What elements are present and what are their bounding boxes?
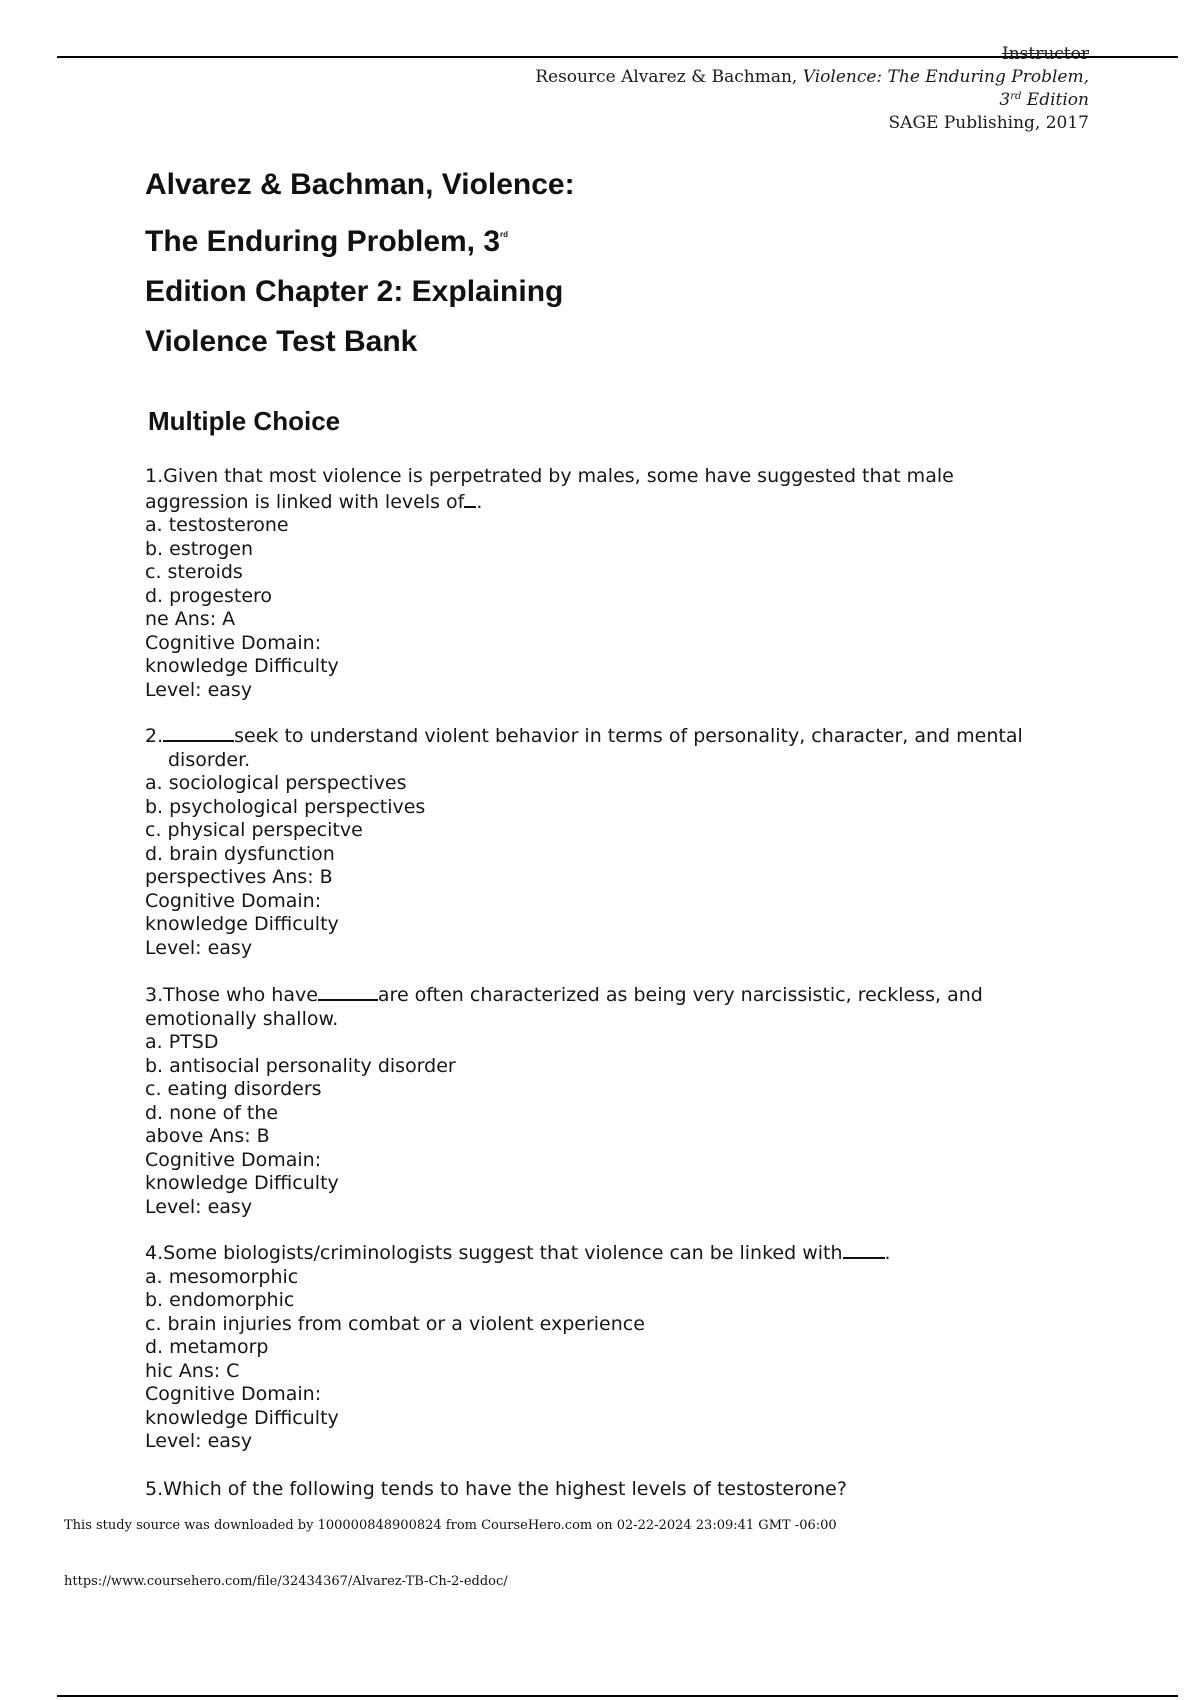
option-c: c. steroids bbox=[145, 561, 243, 583]
meta-line: Cognitive Domain: bbox=[145, 889, 322, 912]
option-c: c. eating disorders bbox=[145, 1078, 322, 1100]
meta-line: Level: easy bbox=[145, 678, 253, 701]
header-edition-line bbox=[535, 89, 1089, 112]
header-resource-line bbox=[535, 66, 1089, 89]
answer-line: above Ans: B bbox=[145, 1125, 270, 1147]
question-stem bbox=[145, 723, 1105, 749]
title-line-2 bbox=[145, 210, 575, 267]
title-line-3: Edition Chapter 2: Explaining bbox=[145, 275, 564, 308]
question-stem-line-2: aggression is linked with levels of . bbox=[145, 490, 483, 513]
option-d: d. brain dysfunction bbox=[145, 842, 335, 865]
question-stem-text: Those who have bbox=[163, 984, 318, 1006]
header-edition-sup: rd bbox=[1010, 91, 1022, 102]
option-b: b. psychological perspectives bbox=[145, 795, 426, 818]
question-number: 4. bbox=[145, 1242, 164, 1264]
option-c: c. brain injuries from combat or a violent experience bbox=[145, 1312, 645, 1335]
option-c: c. physical perspecitve bbox=[145, 819, 363, 841]
page-header bbox=[535, 43, 1089, 135]
bottom-rule bbox=[57, 1695, 1178, 1697]
question-4 bbox=[145, 1240, 1105, 1454]
answer-blank bbox=[163, 723, 234, 742]
question-3 bbox=[145, 982, 1105, 1219]
download-notice: This study source was downloaded by 100000848900824 from CourseHero.com on 02-22-2024 23:09:41 GMT -06:00 bbox=[64, 1518, 837, 1533]
meta-line: knowledge Difficulty bbox=[145, 1406, 339, 1429]
question-number: 5. bbox=[145, 1478, 164, 1500]
header-edition-word: Edition bbox=[1021, 90, 1089, 110]
question-number: 1. bbox=[145, 465, 164, 487]
meta-line: knowledge Difficulty bbox=[145, 913, 339, 935]
question-stem-line-2: disorder. bbox=[168, 748, 251, 771]
document-title bbox=[145, 160, 575, 367]
meta-line: Cognitive Domain: bbox=[145, 631, 322, 654]
option-d: d. progestero bbox=[145, 584, 273, 607]
meta-line: Cognitive Domain: bbox=[145, 1383, 322, 1405]
option-a: a. testosterone bbox=[145, 514, 289, 536]
section-heading: Multiple Choice bbox=[148, 406, 341, 436]
question-stem-text: seek to understand violent behavior in terms of personality, character, and mental bbox=[234, 725, 1023, 747]
header-book-title: Violence: The Enduring Problem, bbox=[802, 67, 1089, 87]
meta-line: Level: easy bbox=[145, 1195, 253, 1218]
title-line-4: Violence Test Bank bbox=[145, 325, 418, 358]
header-edition-number: 3 bbox=[999, 90, 1011, 110]
question-stem bbox=[145, 1478, 1105, 1502]
header-publisher: SAGE Publishing, 2017 bbox=[888, 113, 1089, 133]
meta-line: Level: easy bbox=[145, 936, 253, 959]
option-d: d. none of the bbox=[145, 1101, 279, 1124]
question-stem-text: Some biologists/criminologists suggest that violence can be linked with bbox=[163, 1242, 843, 1264]
meta-line: knowledge Difficulty bbox=[145, 655, 339, 677]
header-instructor: Instructor bbox=[1001, 44, 1089, 64]
answer-blank bbox=[464, 489, 476, 508]
title-line-2-text: The Enduring Problem, 3 bbox=[145, 225, 501, 258]
question-1 bbox=[145, 465, 1105, 702]
answer-line: ne Ans: A bbox=[145, 608, 236, 630]
option-d: d. metamorp bbox=[145, 1336, 269, 1358]
option-a: a. mesomorphic bbox=[145, 1265, 299, 1288]
question-number: 3. bbox=[145, 984, 164, 1006]
question-stem-line-2: emotionally shallow. bbox=[145, 1007, 339, 1030]
source-url[interactable]: https://www.coursehero.com/file/32434367/Alvarez-TB-Ch-2-eddoc/ bbox=[64, 1574, 508, 1589]
answer-blank bbox=[843, 1240, 885, 1259]
meta-line: Level: easy bbox=[145, 1430, 253, 1452]
question-stem: 3.Those who have are often characterized as being very narcissistic, reckless, and bbox=[145, 984, 983, 1006]
option-a: a. sociological perspectives bbox=[145, 772, 407, 794]
title-line-2-sup: rd bbox=[500, 230, 509, 239]
title-line-1: Alvarez & Bachman, Violence: bbox=[145, 168, 575, 201]
meta-line: knowledge Difficulty bbox=[145, 1172, 339, 1194]
option-b: b. estrogen bbox=[145, 537, 253, 560]
question-stem-text: Given that most violence is perpetrated by males, some have suggested that male bbox=[163, 465, 954, 487]
meta-line: Cognitive Domain: bbox=[145, 1148, 322, 1171]
answer-line: hic Ans: C bbox=[145, 1359, 240, 1382]
question-2 bbox=[145, 723, 1105, 960]
option-a: a. PTSD bbox=[145, 1031, 219, 1053]
answer-blank bbox=[318, 982, 378, 1001]
answer-line: perspectives Ans: B bbox=[145, 866, 333, 888]
option-b: b. antisocial personality disorder bbox=[145, 1054, 456, 1077]
option-b: b. endomorphic bbox=[145, 1289, 295, 1311]
question-number: 2. bbox=[145, 725, 164, 747]
question-stem-text: Which of the following tends to have the highest levels of testosterone? bbox=[163, 1478, 847, 1500]
header-resource-prefix: Resource Alvarez & Bachman, bbox=[535, 67, 803, 87]
question-5 bbox=[145, 1478, 1105, 1502]
question-stem bbox=[145, 465, 1105, 489]
question-stem: 4.Some biologists/criminologists suggest that violence can be linked with . bbox=[145, 1242, 891, 1264]
